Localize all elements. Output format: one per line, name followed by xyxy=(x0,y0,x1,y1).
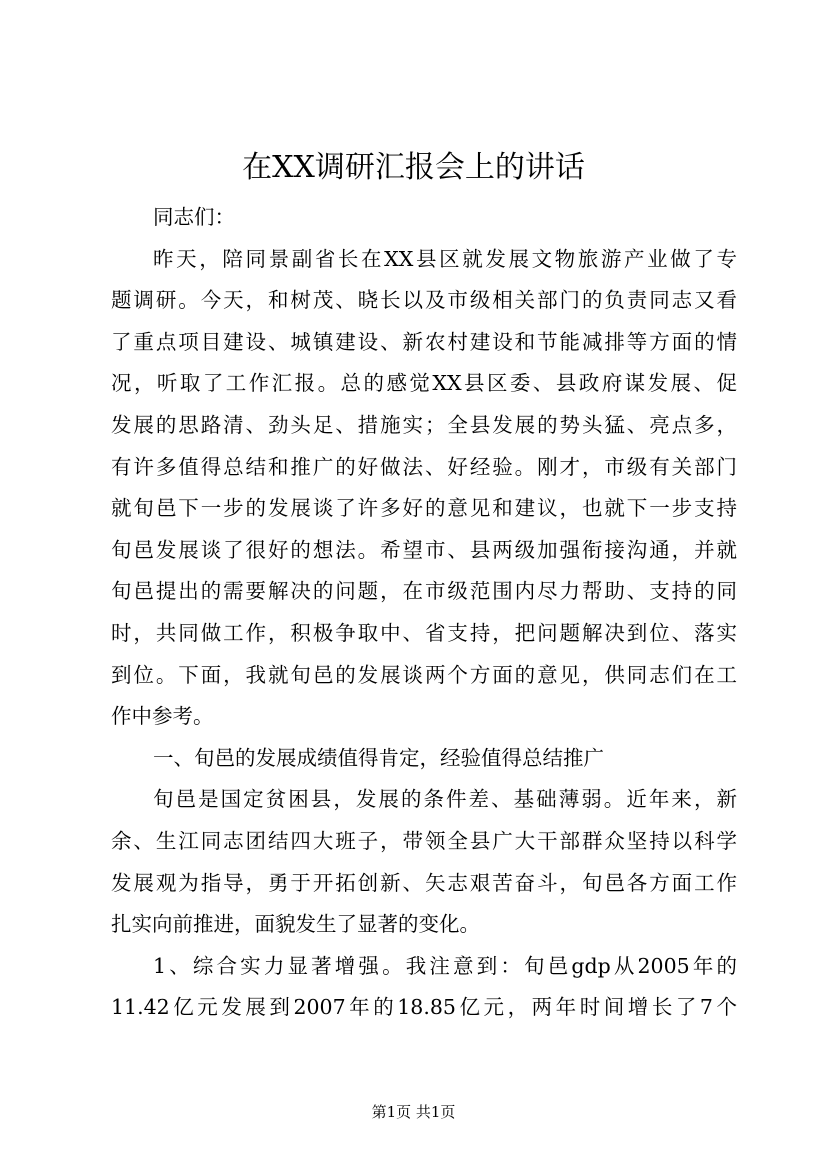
text-line: 同志们： xyxy=(153,205,235,229)
page-footer: 第1页 共1页 xyxy=(371,1103,456,1121)
text-line: 题调研。今天，和树茂、晓长以及市级相关部门的负责同志又看 xyxy=(111,288,737,313)
text-line: 旬邑发展谈了很好的想法。希望市、县两级加强衔接沟通，并就 xyxy=(111,537,737,562)
text-line: 昨天，陪同景副省长在XX县区就发展文物旅游产业做了专 xyxy=(153,246,737,271)
text-line: 就旬邑下一步的发展谈了许多好的意见和建议，也就下一步支持 xyxy=(111,496,737,521)
text-line: 旬邑是国定贫困县，发展的条件差、基础薄弱。近年来，新 xyxy=(153,787,737,812)
text-line: 一、旬邑的发展成绩值得肯定，经验值得总结推广 xyxy=(153,745,604,770)
text-line: 了重点项目建设、城镇建设、新农村建设和节能减排等方面的情 xyxy=(111,329,737,354)
document-title: 在XX调研汇报会上的讲话 xyxy=(242,150,585,185)
document-body xyxy=(111,197,737,1029)
text-line: 11.42亿元发展到2007年的18.85亿元，两年时间增长了7个 xyxy=(111,995,737,1020)
text-line: 发展观为指导，勇于开拓创新、矢志艰苦奋斗，旬邑各方面工作 xyxy=(111,870,737,895)
text-line: 余、生江同志团结四大班子，带领全县广大干部群众坚持以科学 xyxy=(111,828,737,853)
text-line: 到位。下面，我就旬邑的发展谈两个方面的意见，供同志们在工 xyxy=(111,662,737,687)
text-line: 1、综合实力显著增强。我注意到：旬邑gdp从2005年的 xyxy=(153,953,737,978)
text-line: 旬邑提出的需要解决的问题，在市级范围内尽力帮助、支持的同 xyxy=(111,579,737,604)
text-line: 时，共同做工作，积极争取中、省支持，把问题解决到位、落实 xyxy=(111,620,737,645)
text-line: 发展的思路清、劲头足、措施实；全县发展的势头猛、亮点多， xyxy=(111,412,737,437)
text-line: 扎实向前推进，面貌发生了显著的变化。 xyxy=(111,912,480,937)
text-line: 有许多值得总结和推广的好做法、好经验。刚才，市级有关部门 xyxy=(111,454,737,479)
text-line: 况，听取了工作汇报。总的感觉XX县区委、县政府谋发展、促 xyxy=(111,371,737,396)
text-line: 作中参考。 xyxy=(111,704,214,729)
